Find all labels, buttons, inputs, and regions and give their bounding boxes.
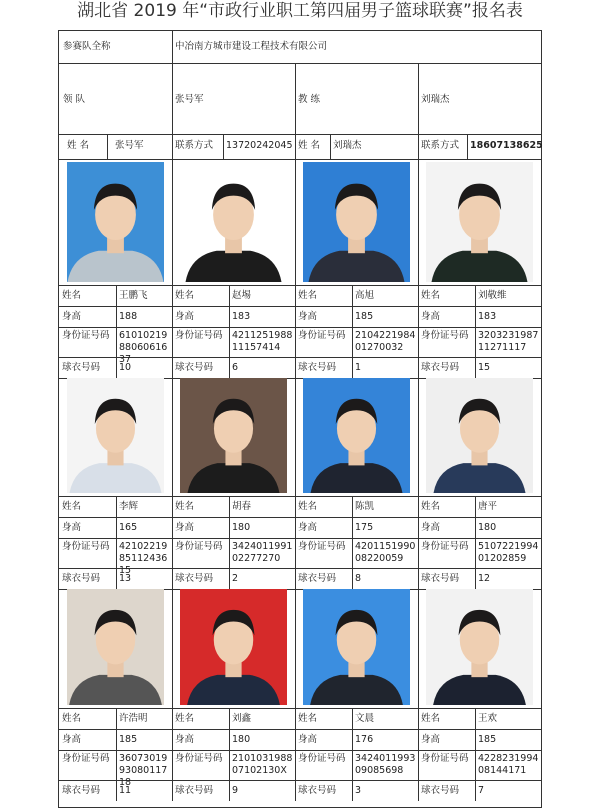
- rule: [59, 729, 541, 730]
- field-label: 姓名: [421, 713, 441, 724]
- player-id: 422823199408144171: [478, 753, 539, 776]
- leader-label: 领 队: [63, 94, 86, 105]
- contact-name-label-2: 姓 名: [298, 140, 321, 151]
- field-label: 身份证号码: [62, 330, 110, 341]
- player-id: 421022198511243615: [119, 541, 168, 576]
- rule: [475, 496, 476, 589]
- field-label: 姓名: [62, 713, 82, 724]
- contact-coach-name: 刘瑞杰: [333, 140, 362, 151]
- rule: [418, 375, 419, 589]
- field-label: 姓名: [62, 501, 82, 512]
- rule: [352, 285, 353, 378]
- player-height: 175: [355, 522, 374, 533]
- contact-label-1: 联系方式: [175, 140, 214, 151]
- rule: [229, 285, 230, 378]
- field-label: 姓名: [175, 290, 195, 301]
- headshot-svg: [303, 378, 410, 493]
- headshot-svg: [67, 162, 164, 282]
- field-label: 姓名: [421, 501, 441, 512]
- headshot-svg: [67, 589, 164, 705]
- leader-name: 张号军: [175, 94, 204, 105]
- field-label: 姓名: [175, 713, 195, 724]
- field-label: 姓名: [421, 290, 441, 301]
- field-label: 球衣号码: [62, 573, 101, 584]
- player-photo: [303, 162, 410, 282]
- player-id: 420115199008220059: [355, 541, 416, 564]
- rule: [59, 517, 541, 518]
- player-id: 342401199102277270: [232, 541, 293, 564]
- coach-name: 刘瑞杰: [421, 94, 450, 105]
- player-id: 360730199308011718: [119, 753, 168, 788]
- player-jersey: 6: [232, 362, 239, 373]
- field-label: 身份证号码: [298, 330, 346, 341]
- player-height: 180: [232, 522, 251, 533]
- rule: [352, 496, 353, 589]
- player-name: 唐平: [478, 501, 498, 512]
- player-height: 180: [478, 522, 497, 533]
- field-label: 身份证号码: [298, 541, 346, 552]
- headshot-svg: [67, 378, 164, 493]
- rule: [59, 496, 541, 497]
- player-name: 李辉: [119, 501, 139, 512]
- player-id: 320323198711271117: [478, 330, 539, 353]
- field-label: 球衣号码: [62, 785, 101, 796]
- headshot-svg: [426, 162, 533, 282]
- rule: [295, 375, 296, 589]
- rule: [59, 708, 541, 709]
- player-height: 185: [478, 734, 497, 745]
- contact-label-2: 联系方式: [421, 140, 460, 151]
- player-jersey: 9: [232, 785, 239, 796]
- rule: [172, 159, 173, 378]
- player-photo: [303, 378, 410, 493]
- player-jersey: 1: [355, 362, 362, 373]
- headshot-svg: [426, 589, 533, 705]
- coach-phone: 18607138625: [470, 140, 543, 151]
- rule: [330, 134, 331, 159]
- coach-label: 教 练: [298, 94, 321, 105]
- field-label: 身高: [421, 522, 441, 533]
- player-name: 文晨: [355, 713, 375, 724]
- field-label: 球衣号码: [421, 362, 460, 373]
- player-height: 183: [232, 311, 251, 322]
- leader-phone: 13720242045: [226, 140, 293, 151]
- field-label: 身份证号码: [62, 541, 110, 552]
- player-id: 342401199309085698: [355, 753, 416, 776]
- rule: [229, 496, 230, 589]
- rule: [59, 159, 541, 160]
- player-height: 188: [119, 311, 138, 322]
- field-label: 身高: [298, 311, 318, 322]
- rule: [59, 63, 541, 64]
- field-label: 身份证号码: [298, 753, 346, 764]
- rule: [418, 586, 419, 801]
- player-id: 421125198811157414: [232, 330, 293, 353]
- registration-form: [58, 30, 542, 808]
- field-label: 身高: [298, 522, 318, 533]
- rule: [59, 538, 541, 539]
- rule: [352, 708, 353, 801]
- player-photo: [180, 378, 287, 493]
- player-height: 176: [355, 734, 374, 745]
- rule: [223, 134, 224, 159]
- player-photo: [426, 589, 533, 705]
- player-jersey: 8: [355, 573, 362, 584]
- field-label: 身高: [175, 522, 195, 533]
- rule: [172, 31, 173, 159]
- field-label: 身份证号码: [421, 753, 469, 764]
- field-label: 身份证号码: [62, 753, 110, 764]
- field-label: 球衣号码: [175, 362, 214, 373]
- field-label: 球衣号码: [421, 785, 460, 796]
- player-name: 王鹏飞: [119, 290, 148, 301]
- rule: [59, 327, 541, 328]
- team-label: 参赛队全称: [63, 41, 111, 52]
- team-name: 中冶南方城市建设工程技术有限公司: [175, 41, 328, 52]
- player-name: 赵埸: [232, 290, 252, 301]
- field-label: 球衣号码: [421, 573, 460, 584]
- field-label: 姓名: [298, 290, 318, 301]
- rule: [59, 134, 541, 135]
- player-photo: [426, 162, 533, 282]
- player-jersey: 12: [478, 573, 491, 584]
- player-id: 210103198807102130X: [232, 753, 293, 776]
- player-id: 210422198401270032: [355, 330, 416, 353]
- player-jersey: 11: [119, 785, 132, 796]
- field-label: 姓名: [298, 501, 318, 512]
- player-photo: [67, 162, 164, 282]
- player-photo: [303, 589, 410, 705]
- rule: [295, 159, 296, 378]
- rule: [295, 63, 296, 159]
- player-jersey: 13: [119, 573, 132, 584]
- player-name: 刘鑫: [232, 713, 252, 724]
- field-label: 身高: [62, 734, 82, 745]
- player-name: 陈凯: [355, 501, 375, 512]
- rule: [116, 708, 117, 801]
- field-label: 身高: [421, 734, 441, 745]
- rule: [59, 750, 541, 751]
- player-photo: [180, 589, 287, 705]
- rule: [295, 586, 296, 801]
- player-name: 刘敬维: [478, 290, 507, 301]
- player-jersey: 15: [478, 362, 491, 373]
- player-id: 510722199401202859: [478, 541, 539, 564]
- player-height: 185: [355, 311, 374, 322]
- contact-name-label: 姓 名: [67, 140, 90, 151]
- field-label: 球衣号码: [298, 362, 337, 373]
- field-label: 姓名: [175, 501, 195, 512]
- player-jersey: 10: [119, 362, 132, 373]
- player-height: 183: [478, 311, 497, 322]
- field-label: 身高: [175, 734, 195, 745]
- form-title: 湖北省 2019 年“市政行业职工第四届男子篮球联赛”报名表: [77, 1, 523, 21]
- rule: [116, 285, 117, 378]
- field-label: 身高: [62, 311, 82, 322]
- field-label: 身高: [298, 734, 318, 745]
- field-label: 球衣号码: [175, 573, 214, 584]
- player-id: 610102198806061637: [119, 330, 168, 365]
- field-label: 身份证号码: [421, 330, 469, 341]
- player-name: 高旭: [355, 290, 375, 301]
- player-height: 185: [119, 734, 138, 745]
- rule: [475, 708, 476, 801]
- rule: [59, 306, 541, 307]
- rule: [467, 134, 468, 159]
- headshot-svg: [303, 589, 410, 705]
- player-height: 180: [232, 734, 251, 745]
- rule: [59, 285, 541, 286]
- field-label: 姓名: [298, 713, 318, 724]
- field-label: 身份证号码: [175, 330, 223, 341]
- player-photo: [180, 162, 287, 282]
- player-height: 165: [119, 522, 138, 533]
- field-label: 身份证号码: [421, 541, 469, 552]
- player-name: 胡春: [232, 501, 252, 512]
- field-label: 身高: [421, 311, 441, 322]
- player-photo: [67, 378, 164, 493]
- field-label: 身份证号码: [175, 541, 223, 552]
- rule: [229, 708, 230, 801]
- field-label: 身高: [175, 311, 195, 322]
- rule: [418, 159, 419, 378]
- field-label: 身高: [62, 522, 82, 533]
- headshot-svg: [180, 162, 287, 282]
- contact-leader-name: 张号军: [115, 140, 144, 151]
- headshot-svg: [426, 378, 533, 493]
- field-label: 身份证号码: [175, 753, 223, 764]
- rule: [172, 375, 173, 589]
- player-jersey: 3: [355, 785, 362, 796]
- field-label: 球衣号码: [298, 785, 337, 796]
- headshot-svg: [303, 162, 410, 282]
- rule: [418, 63, 419, 159]
- field-label: 姓名: [62, 290, 82, 301]
- rule: [475, 285, 476, 378]
- player-photo: [67, 589, 164, 705]
- rule: [172, 586, 173, 801]
- player-name: 王欢: [478, 713, 498, 724]
- player-jersey: 2: [232, 573, 239, 584]
- player-jersey: 7: [478, 785, 485, 796]
- headshot-svg: [180, 589, 287, 705]
- rule: [107, 134, 108, 159]
- player-name: 许浩明: [119, 713, 148, 724]
- headshot-svg: [180, 378, 287, 493]
- field-label: 球衣号码: [62, 362, 101, 373]
- rule: [116, 496, 117, 589]
- field-label: 球衣号码: [175, 785, 214, 796]
- player-photo: [426, 378, 533, 493]
- field-label: 球衣号码: [298, 573, 337, 584]
